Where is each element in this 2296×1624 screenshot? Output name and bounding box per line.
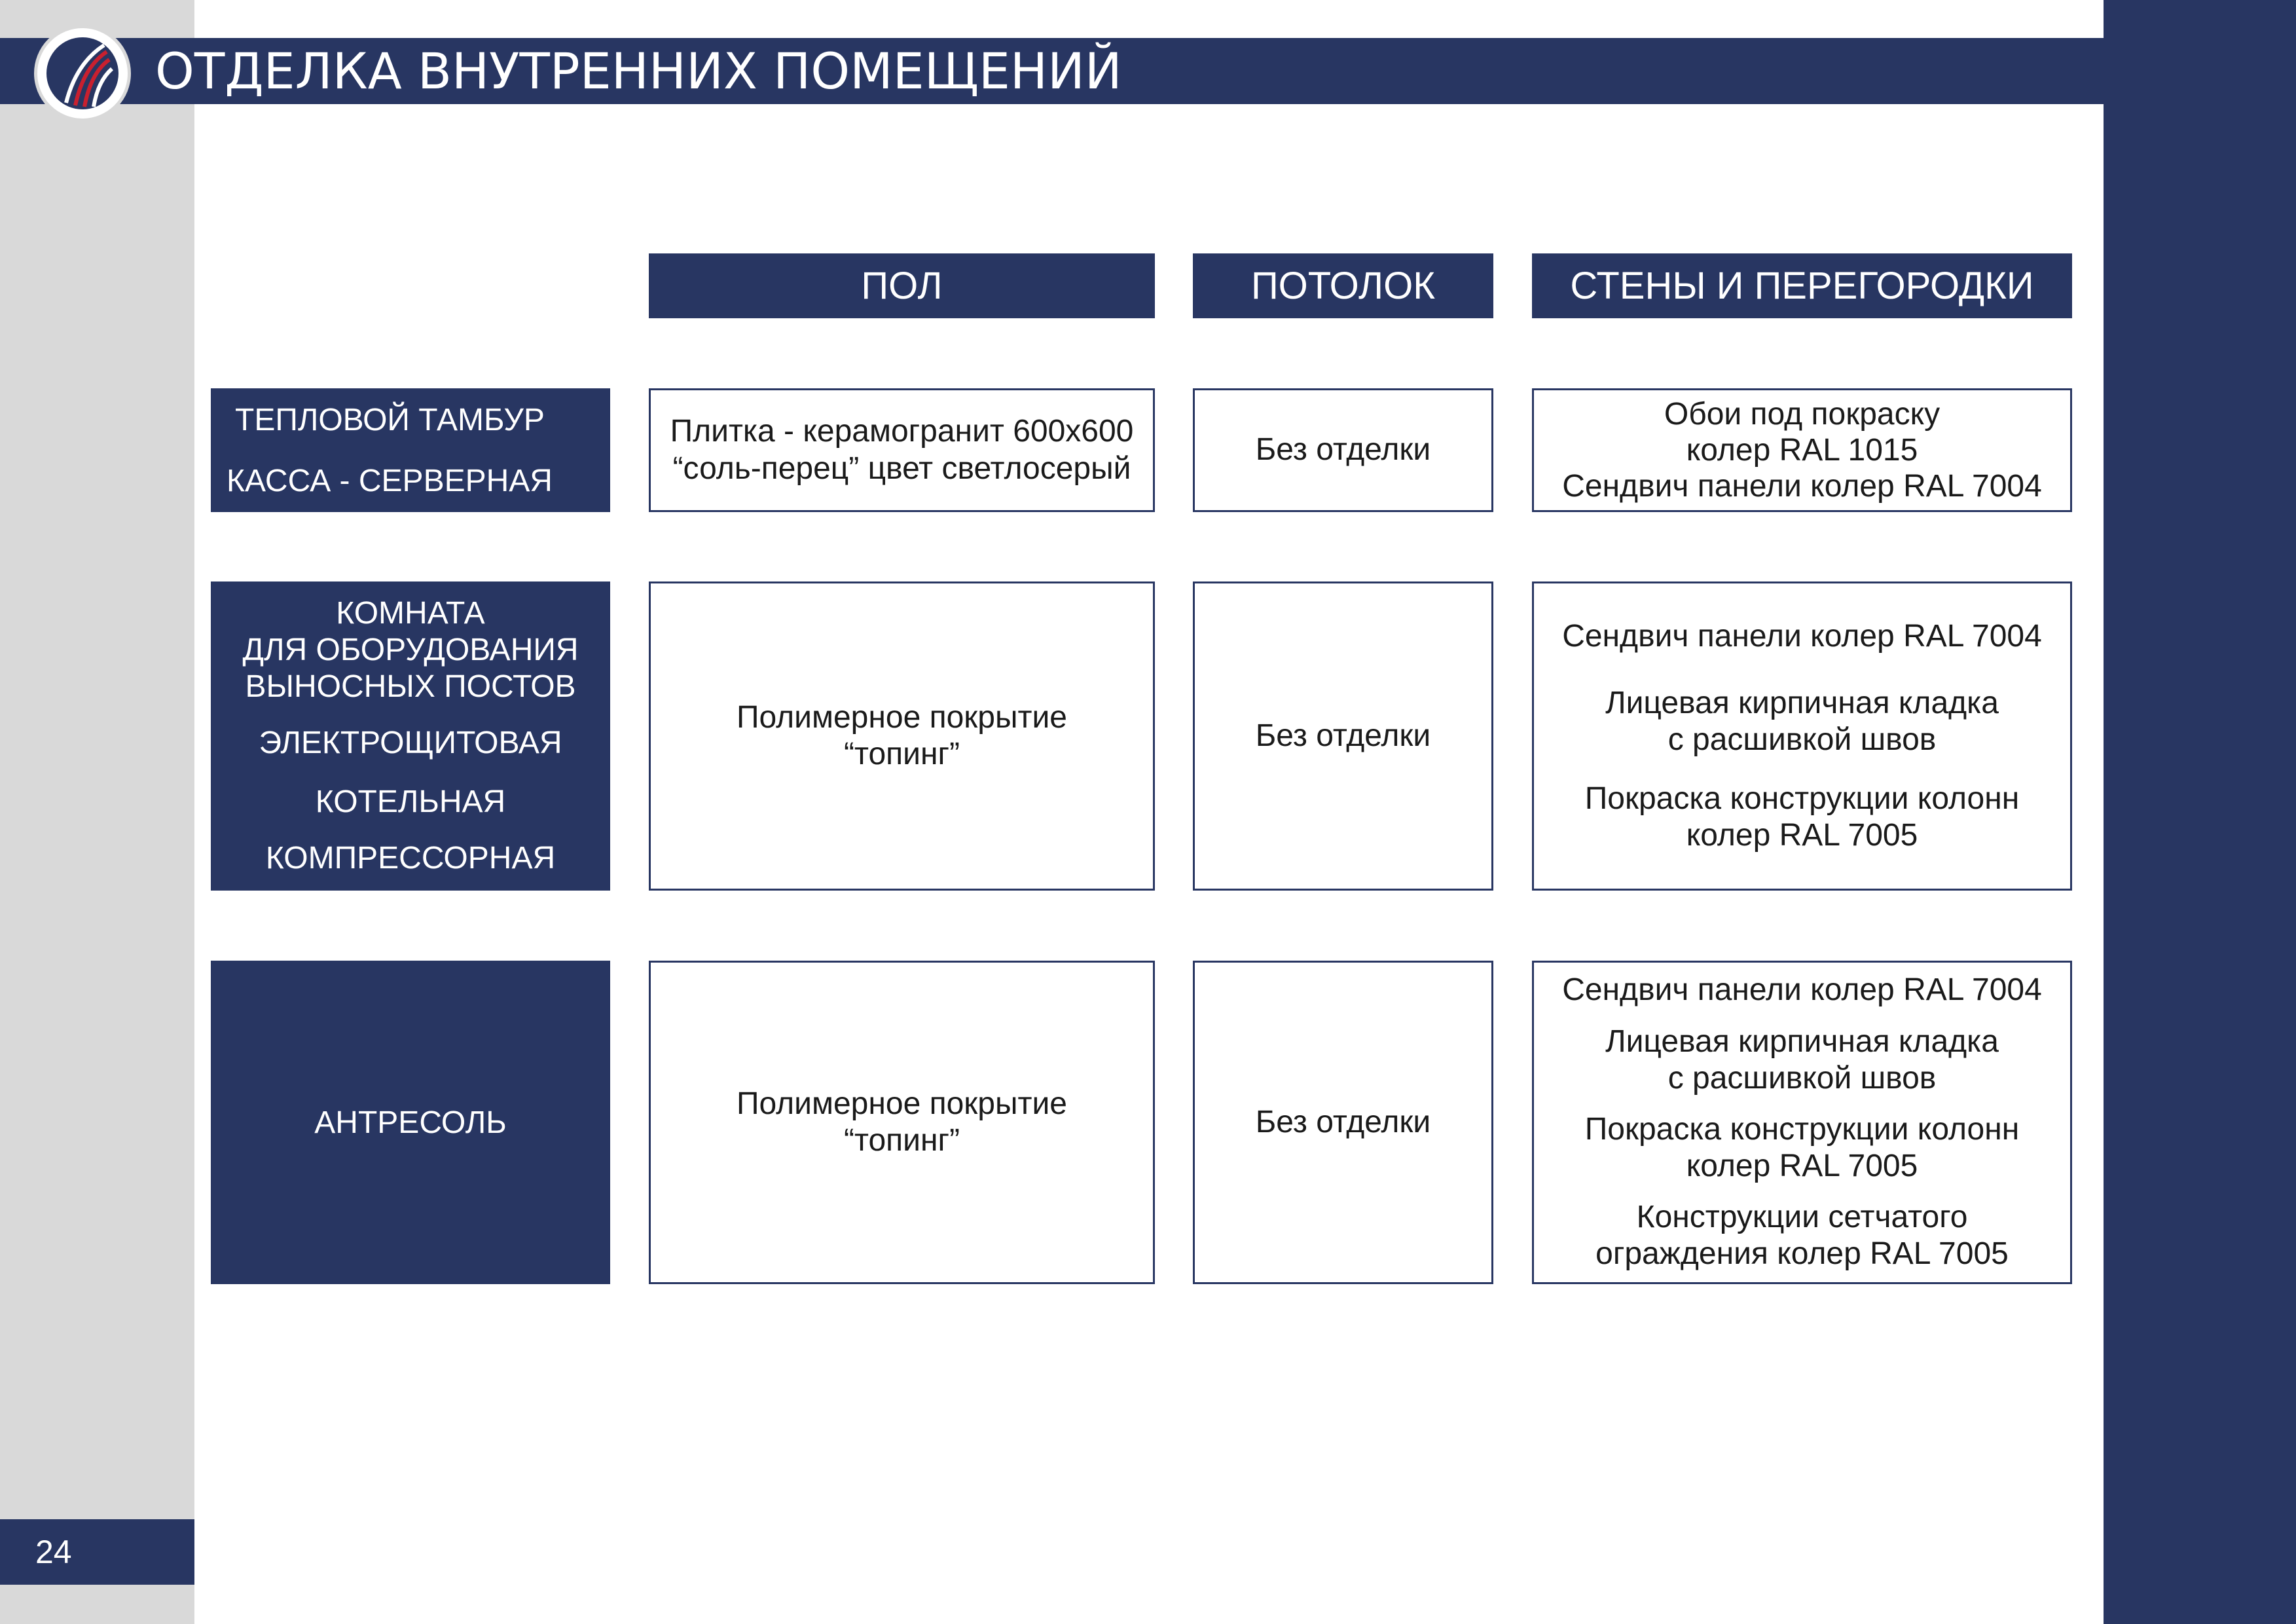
cell-line: Лицевая кирпичная кладка bbox=[1605, 1024, 1999, 1059]
company-logo-icon bbox=[34, 25, 131, 122]
floor-cell-1 bbox=[649, 388, 1155, 512]
column-header-floor: ПОЛ bbox=[649, 253, 1155, 318]
walls-cell-3 bbox=[1532, 961, 2072, 1284]
room-label: КОМПРЕССОРНАЯ bbox=[265, 841, 556, 876]
cell-line: с расшивкой швов bbox=[1667, 722, 1937, 757]
cell-line: колер RAL 7005 bbox=[1686, 1149, 1918, 1184]
cell-line: Лицевая кирпичная кладка bbox=[1605, 685, 1999, 720]
left-gray-strip bbox=[0, 0, 194, 1624]
cell-line: Плитка - керамогранит 600х600 bbox=[670, 414, 1134, 449]
column-header-walls: СТЕНЫ И ПЕРЕГОРОДКИ bbox=[1532, 253, 2072, 318]
cell-line: Сендвич панели колер RAL 7004 bbox=[1562, 469, 2042, 504]
right-navy-strip bbox=[2104, 0, 2296, 1624]
cell-line: Покраска конструкции колонн bbox=[1584, 1111, 2020, 1147]
cell-line: колер RAL 7005 bbox=[1686, 818, 1918, 853]
room-label: КОМНАТА bbox=[336, 595, 485, 631]
cell-line: ограждения колер RAL 7005 bbox=[1595, 1236, 2009, 1272]
room-label: ТЕПЛОВОЙ ТАМБУР bbox=[235, 402, 545, 437]
cell-line: Полимерное покрытие bbox=[737, 1086, 1067, 1121]
cell-line: с расшивкой швов bbox=[1667, 1060, 1937, 1096]
cell-line: “соль-перец” цвет светлосерый bbox=[672, 451, 1131, 486]
floor-cell-3 bbox=[649, 961, 1155, 1284]
ceiling-cell-2 bbox=[1193, 581, 1493, 891]
walls-cell-2 bbox=[1532, 581, 2072, 891]
floor-cell-2 bbox=[649, 581, 1155, 891]
cell-line: Без отделки bbox=[1255, 432, 1431, 468]
cell-line: колер RAL 1015 bbox=[1686, 432, 1918, 468]
cell-line: Без отделки bbox=[1255, 1104, 1431, 1139]
page-number: 24 bbox=[35, 1534, 72, 1570]
ceiling-cell-3 bbox=[1193, 961, 1493, 1284]
column-header-ceiling: ПОТОЛОК bbox=[1193, 253, 1493, 318]
cell-line: Конструкции сетчатого bbox=[1636, 1200, 1968, 1235]
cell-line: Сендвич панели колер RAL 7004 bbox=[1562, 972, 2042, 1008]
cell-line: Полимерное покрытие bbox=[737, 699, 1067, 735]
room-label: КОТЕЛЬНАЯ bbox=[315, 784, 506, 820]
page-title: ОТДЕЛКА ВНУТРЕННИХ ПОМЕЩЕНИЙ bbox=[155, 42, 1122, 100]
cell-line: “топинг” bbox=[844, 737, 960, 771]
ceiling-cell-1 bbox=[1193, 388, 1493, 512]
cell-line: “топинг” bbox=[844, 1123, 960, 1158]
walls-cell-1 bbox=[1532, 388, 2072, 512]
page-number-box bbox=[0, 1519, 194, 1585]
cell-line: Обои под покраску bbox=[1664, 396, 1941, 432]
row-header-3 bbox=[211, 961, 610, 1284]
room-label: ЭЛЕКТРОЩИТОВАЯ bbox=[259, 726, 562, 760]
room-label: КАССА - СЕРВЕРНАЯ bbox=[227, 463, 553, 498]
row-header-1 bbox=[211, 388, 610, 512]
room-label: ВЫНОСНЫХ ПОСТОВ bbox=[245, 669, 576, 704]
logo-inner-circle bbox=[46, 37, 118, 109]
room-label: АНТРЕСОЛЬ bbox=[314, 1105, 507, 1140]
logo-stripes-icon bbox=[46, 37, 118, 109]
row-header-2 bbox=[211, 581, 610, 891]
cell-line: Сендвич панели колер RAL 7004 bbox=[1562, 618, 2042, 654]
cell-line: Без отделки bbox=[1255, 718, 1431, 753]
room-label: ДЛЯ ОБОРУДОВАНИЯ bbox=[242, 632, 579, 667]
cell-line: Покраска конструкции колонн bbox=[1584, 781, 2020, 817]
